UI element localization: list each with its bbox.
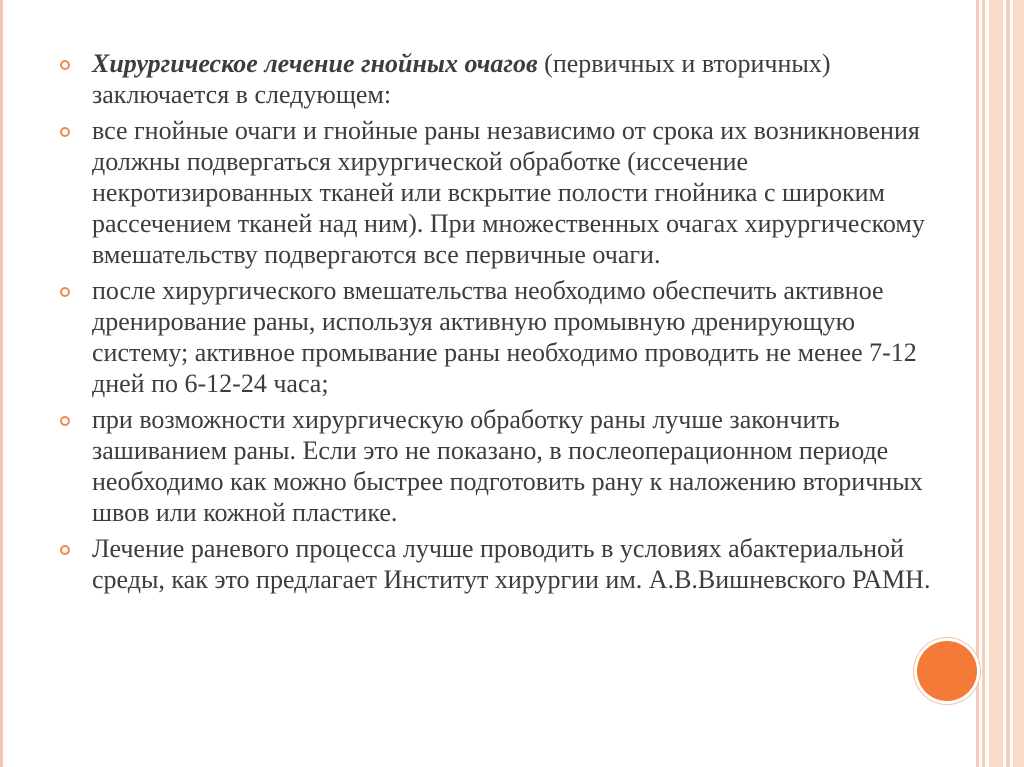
circle-bullet-icon <box>60 127 70 137</box>
circle-bullet-icon <box>60 287 70 297</box>
list-item <box>60 48 940 110</box>
list-item <box>60 404 940 528</box>
left-border <box>0 0 3 767</box>
list-item <box>60 533 940 595</box>
decor-stripe <box>982 0 985 767</box>
paragraph-text: все гнойные очаги и гнойные раны независимо от срока их возникновения должны подвергаться хирургической обработке (иссечение некротизированных тканей или вскрытие полости гнойника с широким рассечением тканей над ним). При множественных очагах хирургическому вмешательству подвергаются все первичные очаги. <box>92 116 925 269</box>
paragraph-text: после хирургического вмешательства необходимо обеспечить активное дренирование раны, используя активную промывную дренирующую систему; активное промывание раны необходимо проводить не менее 7-12 дней по 6-12-24 часа; <box>92 276 917 398</box>
decor-stripe <box>989 0 1003 767</box>
paragraph-text: при возможности хирургическую обработку раны лучше закончить зашиванием раны. Если это не показано, в послеоперационном периоде необходимо как можно быстрее подготовить рану к наложению вторичных швов или кожной пластике. <box>92 405 923 527</box>
list-item <box>60 275 940 399</box>
emphasis-text: Хирургическое лечение гнойных очагов <box>92 49 538 78</box>
circle-bullet-icon <box>60 60 70 70</box>
list-item <box>60 115 940 270</box>
orange-circle-icon <box>917 641 977 701</box>
paragraph-text: Лечение раневого процесса лучше проводить в условиях абактериальной среды, как это предлагает Институт хирургии им. А.В.Вишневского РАМН. <box>92 534 931 594</box>
circle-bullet-icon <box>60 545 70 555</box>
decor-stripe <box>1013 0 1024 767</box>
decor-stripe <box>1006 0 1010 767</box>
slide-content <box>60 48 940 600</box>
decor-stripe <box>976 0 979 767</box>
circle-bullet-icon <box>60 416 70 426</box>
paragraph-text: (первичных и вторичных) заключается в следующем: <box>92 49 831 109</box>
